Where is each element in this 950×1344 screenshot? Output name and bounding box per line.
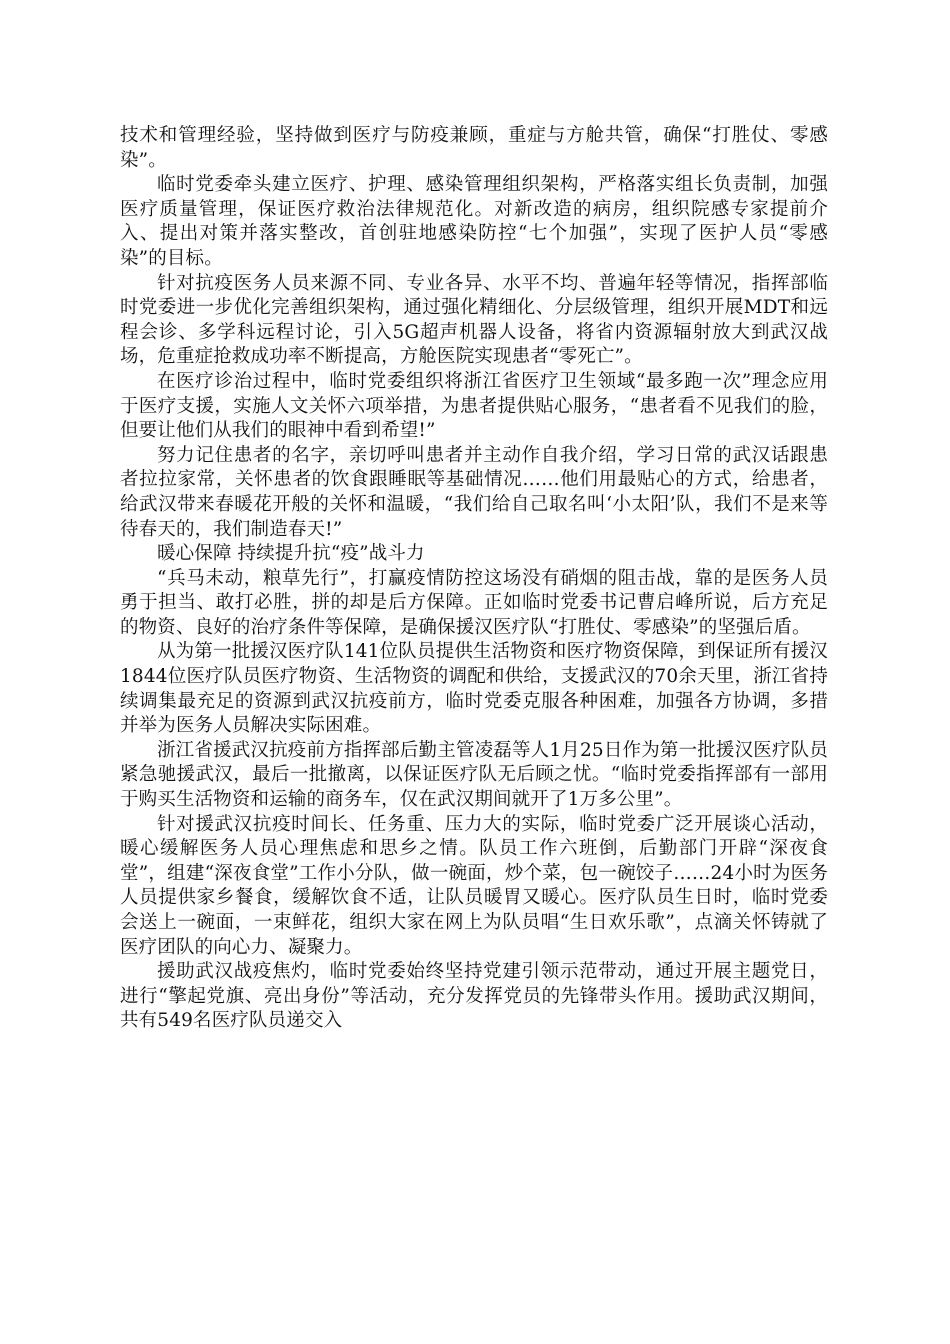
document-body [120,124,828,1034]
paragraph-2: 临时党委牵头建立医疗、护理、感染管理组织架构，严格落实组长负责制，加强医疗质量管理，保证医疗救治法律规范化。对新改造的病房，组织院感专家提前介入、提出对策并落实整改，首创驻地感染防控“七个加强”，实现了医护人员“零感染”的目标。 [120,174,828,269]
section-heading: 暖心保障 持续提升抗“疫”战斗力 [157,543,425,565]
paragraph-1: 技术和管理经验，坚持做到医疗与防疫兼顾，重症与方舱共管，确保“打胜仗、零感染”。 [120,125,828,171]
paragraph-3: 针对抗疫医务人员来源不同、专业各异、水平不均、普遍年轻等情况，指挥部临时党委进一步优化完善组织架构，通过强化精细化、分层级管理，组织开展MDT和远程会诊、多学科远程讨论，引入5G超声机器人设备，将省内资源辐射放大到武汉战场，危重症抢救成功率不断提高，方舱医院实现患者“零死亡”。 [120,272,828,368]
paragraph-4: 在医疗诊治过程中，临时党委组织将浙江省医疗卫生领域“最多跑一次”理念应用于医疗支援，实施人文关怀六项举措，为患者提供贴心服务，“患者看不见我们的脸，但要让他们从我们的眼神中看到希望!” [120,370,828,442]
paragraph-5: 努力记住患者的名字，亲切呼叫患者并主动作自我介绍，学习日常的武汉话跟患者拉拉家常，关怀患者的饮食跟睡眠等基础情况……他们用最贴心的方式，给患者，给武汉带来春暖花开般的关怀和温暖，“我们给自己取名叫‘小太阳’队，我们不是来等待春天的，我们制造春天!” [120,444,828,540]
paragraph-9: 针对援武汉抗疫时间长、任务重、压力大的实际，临时党委广泛开展谈心活动，暖心缓解医务人员心理焦虑和思乡之情。队员工作六班倒，后勤部门开辟“深夜食堂”，组建“深夜食堂”工作小分队，做一碗面，炒个菜，包一碗饺子……24小时为医务人员提供家乡餐食，缓解饮食不适，让队员暖胃又暖心。医疗队员生日时，临时党委会送上一碗面，一束鲜花，组织大家在网上为队员唱“生日欢乐歌”，点滴关怀铸就了医疗团队的向心力、凝聚力。 [120,813,828,958]
paragraph-7: 从为第一批援汉医疗队141位队员提供生活物资和医疗物资保障，到保证所有援汉1844位医疗队员医疗物资、生活物资的调配和供给，支援武汉的70余天里，浙江省持续调集最充足的资源到武汉抗疫前方，临时党委克服各种困难，加强各方协调，多措并举为医务人员解决实际困难。 [120,641,828,737]
paragraph-10: 援助武汉战疫焦灼，临时党委始终坚持党建引领示范带动，通过开展主题党日，进行“擎起党旗、亮出身份”等活动，充分发挥党员的先锋带头作用。援助武汉期间，共有549名医疗队员递交入 [120,961,828,1032]
paragraph-6: “兵马未动，粮草先行”，打赢疫情防控这场没有硝烟的阻击战，靠的是医务人员勇于担当、敢打必胜，拼的却是后方保障。正如临时党委书记曹启峰所说，后方充足的物资、良好的治疗条件等保障，是确保援汉医疗队“打胜仗、零感染”的坚强后盾。 [120,567,828,638]
paragraph-8: 浙江省援武汉抗疫前方指挥部后勤主管凌磊等人1月25日作为第一批援汉医疗队员紧急驰援武汉，最后一批撤离，以保证医疗队无后顾之忧。“临时党委指挥部有一部用于购买生活物资和运输的商务车，仅在武汉期间就开了1万多公里”。 [120,739,828,811]
